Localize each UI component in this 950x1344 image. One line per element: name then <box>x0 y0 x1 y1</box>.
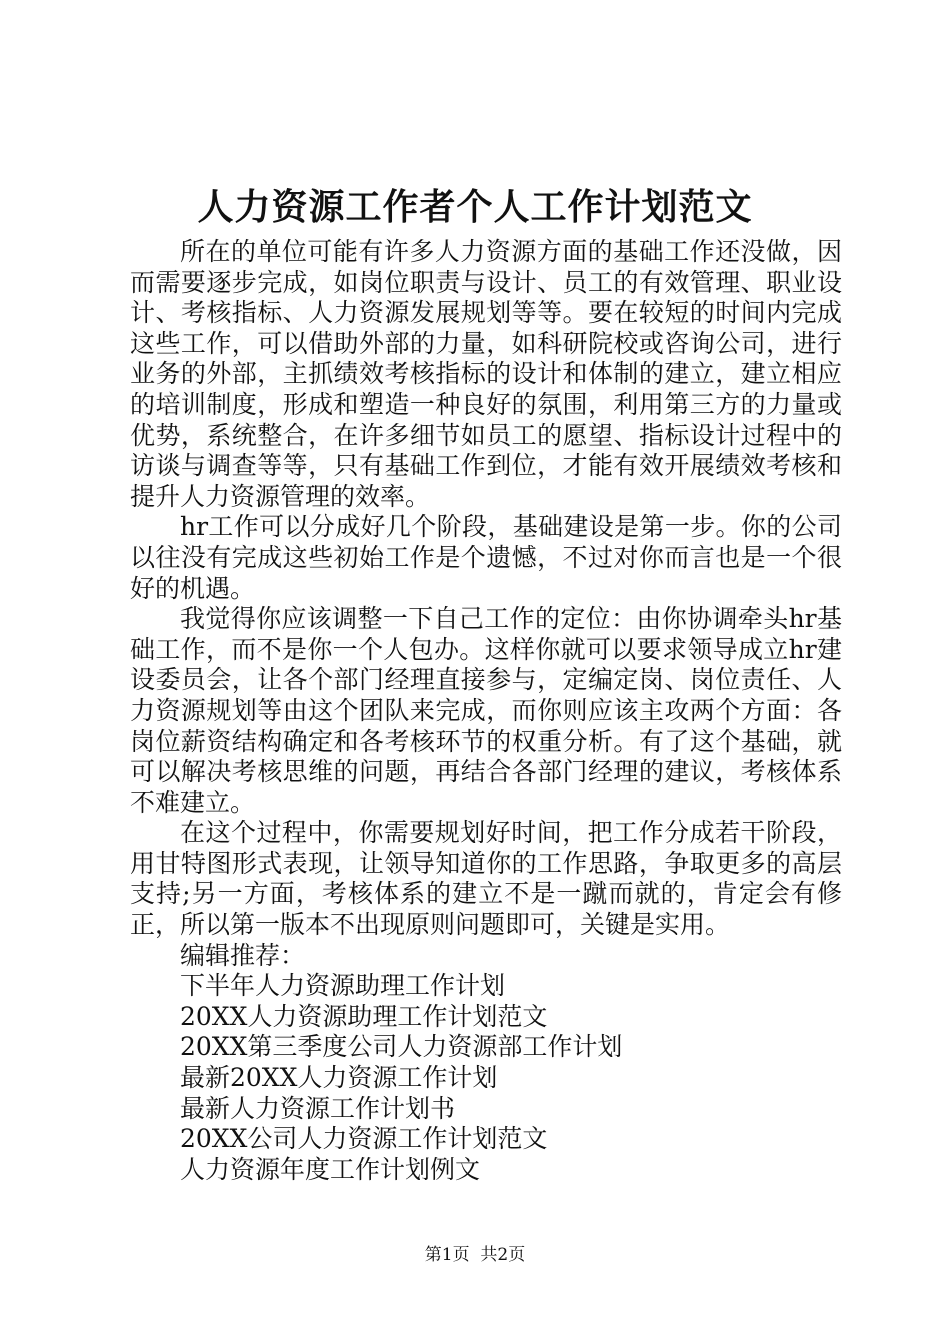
recommend-item[interactable]: 最新20XX人力资源工作计划 <box>180 1063 498 1093</box>
paragraph-4: 在这个过程中，你需要规划好时间，把工作分成若干阶段，用甘特图形式表现，让领导知道你的工作思路，争取更多的高层支持;另一方面，考核体系的建立不是一蹴而就的，肯定会有修正，所以第一版本不出现原则问题即可，关键是实用。 <box>130 818 842 940</box>
recommend-item[interactable]: 最新人力资源工作计划书 <box>180 1093 456 1123</box>
recommend-item[interactable]: 20XX第三季度公司人力资源部工作计划 <box>180 1032 623 1062</box>
recommend-label: 编辑推荐： <box>180 940 306 970</box>
paragraph-3: 我觉得你应该调整一下自己工作的定位：由你协调牵头hr基础工作，而不是你一个人包办。这样你就可以要求领导成立hr建设委员会，让各个部门经理直接参与，定编定岗、岗位责任、人力资源规划等由这个团队来完成，而你则应该主攻两个方面：各岗位薪资结构确定和各考核环节的权重分析。有了这个基础，就可以解决考核思维的问题，再结合各部门经理的建议，考核体系不难建立。 <box>130 604 842 817</box>
recommend-item[interactable]: 人力资源年度工作计划例文 <box>180 1154 481 1184</box>
recommend-list <box>130 971 842 1185</box>
paragraph-2: hr工作可以分成好几个阶段，基础建设是第一步。你的公司以往没有完成这些初始工作是个遗憾，不过对你而言也是一个很好的机遇。 <box>130 512 842 603</box>
page-number: 第1页 共2页 <box>424 1245 526 1265</box>
document-title: 人力资源工作者个人工作计划范文 <box>197 186 753 228</box>
paragraph-1: 所在的单位可能有许多人力资源方面的基础工作还没做，因而需要逐步完成，如岗位职责与设计、员工的有效管理、职业设计、考核指标、人力资源发展规划等等。要在较短的时间内完成这些工作，可以借助外部的力量，如科研院校或咨询公司，进行业务的外部，主抓绩效考核指标的设计和体制的建立，建立相应的培训制度，形成和塑造一种良好的氛围，利用第三方的力量或优势，系统整合，在许多细节如员工的愿望、指标设计过程中的访谈与调查等等，只有基础工作到位，才能有效开展绩效考核和提升人力资源管理的效率。 <box>130 237 842 511</box>
recommend-item[interactable]: 20XX人力资源助理工作计划范文 <box>180 1001 548 1031</box>
recommend-item[interactable]: 下半年人力资源助理工作计划 <box>180 971 506 1001</box>
document-body <box>130 237 842 1185</box>
page-footer <box>0 1244 950 1266</box>
recommend-item[interactable]: 20XX公司人力资源工作计划范文 <box>180 1124 548 1154</box>
